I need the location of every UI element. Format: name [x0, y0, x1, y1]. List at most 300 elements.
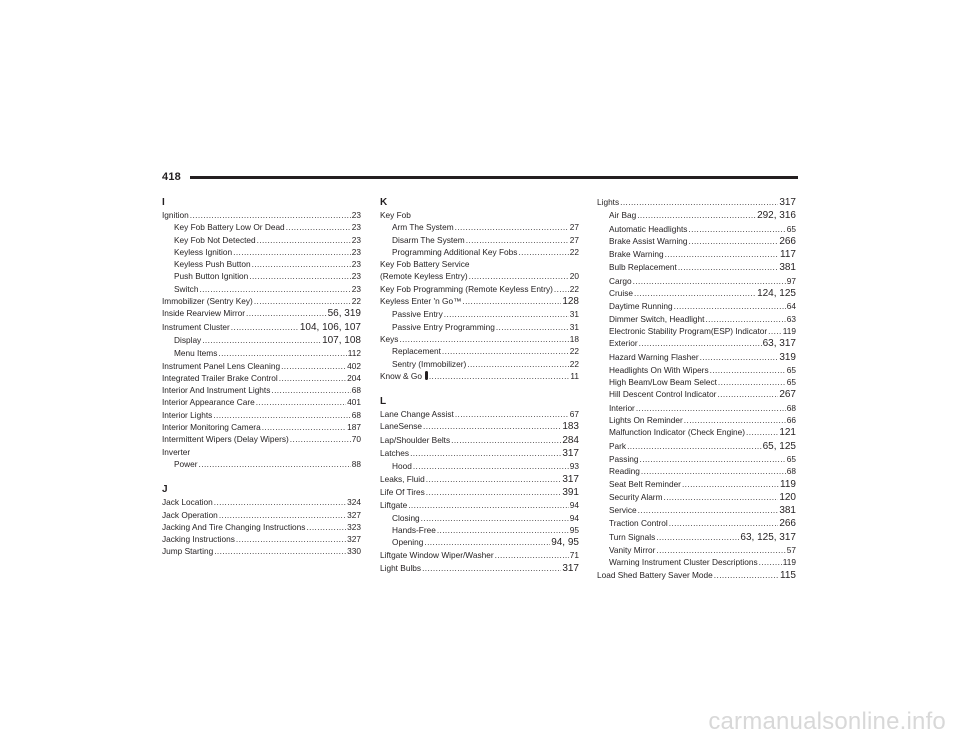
- index-subentry: [380, 524, 579, 536]
- entry-label: Park: [609, 440, 627, 451]
- index-subentry: [597, 531, 796, 544]
- index-subentry: [597, 544, 796, 556]
- dot-leader: [202, 334, 321, 346]
- entry-label: Key Fob: [380, 210, 411, 220]
- section-letter: I: [162, 197, 165, 208]
- index-entry: [162, 396, 361, 408]
- entry-label: Interior Monitoring Camera: [162, 422, 261, 433]
- index-entry: [380, 209, 579, 221]
- entry-label: Keys: [380, 333, 399, 344]
- entry-page-ref: 93: [569, 461, 579, 472]
- entry-label: Latches: [380, 448, 410, 459]
- entry-label: Security Alarm: [609, 491, 663, 502]
- dot-leader: [656, 544, 785, 556]
- entry-label: Traction Control: [609, 518, 668, 529]
- index-entry: [162, 533, 361, 545]
- entry-page-ref: 20: [569, 271, 579, 282]
- entry-page-ref: 391: [562, 486, 579, 498]
- index-subentry: [597, 414, 796, 426]
- dot-leader: [656, 531, 739, 543]
- dot-leader: [437, 524, 569, 536]
- entry-label: Jacking Instructions: [162, 534, 235, 545]
- dot-leader: [718, 376, 786, 388]
- entry-label: High Beam/Low Beam Select: [609, 377, 717, 388]
- dot-leader: [633, 275, 786, 287]
- entry-page-ref: 23: [351, 283, 361, 294]
- entry-page-ref: 317: [779, 197, 796, 208]
- dot-leader: [271, 384, 350, 396]
- entry-label: Electronic Stability Program(ESP) Indicator: [609, 325, 768, 336]
- entry-page-ref: 402: [347, 360, 361, 371]
- index-subentry: [380, 345, 579, 357]
- index-subentry: [597, 426, 796, 439]
- index-subentry: [597, 300, 796, 312]
- entry-label: Headlights On With Wipers: [609, 364, 709, 375]
- entry-page-ref: 119: [782, 325, 796, 336]
- index-entry: [380, 295, 579, 308]
- entry-label: Seat Belt Reminder: [609, 478, 681, 489]
- entry-page-ref: 88: [351, 458, 361, 469]
- entry-label: Lap/Shoulder Belts: [380, 434, 451, 445]
- dot-leader: [684, 414, 786, 426]
- entry-label: LaneSense: [380, 421, 422, 432]
- entry-label: Jack Operation: [162, 509, 218, 520]
- entry-page-ref: 95: [569, 524, 579, 535]
- dot-leader: [669, 517, 779, 529]
- entry-label: Interior: [609, 402, 635, 413]
- entry-page-ref: 65, 125: [762, 440, 796, 452]
- watermark: carmanualsonline.info: [708, 708, 946, 735]
- index-subentry: [162, 270, 361, 282]
- entry-page-ref: 284: [562, 434, 579, 446]
- index-entry: [162, 545, 361, 557]
- dot-leader: [689, 235, 779, 247]
- dot-leader: [682, 478, 779, 490]
- entry-page-ref: 317: [562, 562, 579, 574]
- index-entry: [162, 360, 361, 372]
- index-entry: [162, 446, 361, 458]
- entry-label: Hands-Free: [392, 524, 436, 535]
- dot-leader: [249, 270, 351, 282]
- entry-label: Brake Assist Warning: [609, 235, 688, 246]
- dot-leader: [423, 420, 561, 432]
- entry-page-ref: 63: [786, 313, 796, 324]
- entry-label: Passive Entry: [392, 309, 443, 320]
- index-subentry: [597, 517, 796, 530]
- index-column-3: [597, 196, 796, 582]
- index-subentry: [380, 321, 579, 333]
- dot-leader: [710, 364, 786, 376]
- dot-leader: [678, 261, 779, 273]
- entry-page-ref: 327: [347, 509, 361, 520]
- header-rule: [190, 176, 798, 179]
- dot-leader: [663, 491, 778, 503]
- dot-leader: [620, 196, 778, 208]
- dot-leader: [399, 333, 568, 345]
- entry-label: Lights On Reminder: [609, 415, 683, 426]
- entry-page-ref: 11: [570, 370, 579, 381]
- entry-label: Keyless Enter 'n Go™: [380, 296, 462, 307]
- dot-leader: [759, 556, 782, 568]
- entry-page-ref: 120: [779, 491, 796, 503]
- index-subentry: [597, 491, 796, 504]
- entry-label: Vanity Mirror: [609, 545, 656, 556]
- index-subentry: [162, 234, 361, 246]
- index-entry: [162, 521, 361, 533]
- dot-leader: [636, 402, 786, 414]
- entry-page-ref: 23: [351, 234, 361, 245]
- index-entry: [380, 473, 579, 486]
- index-subentry: [597, 364, 796, 376]
- entry-label: Daytime Running: [609, 301, 673, 312]
- index-subentry: [597, 465, 796, 477]
- entry-label: Liftgate: [380, 500, 408, 511]
- index-entry: [380, 408, 579, 420]
- entry-label: Keyless Ignition: [174, 246, 233, 257]
- entry-page-ref: 63, 125, 317: [740, 531, 796, 543]
- dot-leader: [451, 434, 561, 446]
- dot-leader: [286, 221, 351, 233]
- index-entry: [380, 562, 579, 575]
- entry-label: Replacement: [392, 346, 441, 357]
- entry-page-ref: 187: [347, 422, 361, 433]
- entry-label: Lane Change Assist: [380, 409, 454, 420]
- dot-leader: [257, 234, 351, 246]
- dot-leader: [455, 408, 569, 420]
- entry-label: Push Button Ignition: [174, 271, 249, 282]
- entry-label: Integrated Trailer Brake Control: [162, 372, 278, 383]
- entry-page-ref: 128: [562, 296, 579, 308]
- dot-leader: [674, 300, 786, 312]
- entry-label: Intermittent Wipers (Delay Wipers): [162, 434, 289, 445]
- index-entry: [380, 486, 579, 499]
- dot-leader: [705, 313, 785, 325]
- dot-leader: [554, 283, 569, 295]
- entry-label: Keyless Push Button: [174, 259, 251, 270]
- dot-leader: [408, 499, 569, 511]
- index-subentry: [380, 221, 579, 233]
- index-subentry: [380, 358, 579, 370]
- index-entry: [597, 569, 796, 582]
- entry-page-ref: 66: [786, 415, 796, 426]
- index-subentry: [597, 313, 796, 325]
- dot-leader: [290, 433, 351, 445]
- entry-label: Interior Lights: [162, 409, 213, 420]
- entry-page-ref: 65: [786, 364, 796, 375]
- dot-leader: [634, 287, 756, 299]
- index-subentry: [597, 376, 796, 388]
- index-subentry: [380, 308, 579, 320]
- dot-leader: [429, 370, 570, 382]
- entry-page-ref: 204: [347, 372, 361, 383]
- index-subentry: [162, 347, 361, 359]
- entry-label: Key Fob Battery Service: [380, 259, 470, 270]
- entry-label: Opening: [392, 537, 424, 548]
- entry-page-ref: 117: [780, 249, 796, 261]
- index-entry: [380, 370, 579, 382]
- index-entry: [597, 196, 796, 209]
- dot-leader: [638, 504, 779, 516]
- dot-leader: [214, 496, 346, 508]
- entry-label: Interior And Instrument Lights: [162, 385, 271, 396]
- dot-leader: [246, 307, 327, 319]
- entry-page-ref: 266: [779, 518, 796, 530]
- dot-leader: [518, 246, 568, 258]
- index-subentry: [597, 248, 796, 261]
- entry-page-ref: 330: [347, 546, 361, 557]
- index-entry: [162, 433, 361, 445]
- entry-page-ref: 31: [569, 309, 579, 320]
- entry-page-ref: 317: [562, 473, 579, 485]
- entry-label: Hill Descent Control Indicator: [609, 389, 717, 400]
- index-subentry: [597, 275, 796, 287]
- entry-label: Hood: [392, 461, 412, 472]
- entry-label: Liftgate Window Wiper/Washer: [380, 550, 494, 561]
- index-entry: [380, 283, 579, 295]
- dot-leader: [426, 486, 562, 498]
- dot-leader: [422, 562, 561, 574]
- entry-page-ref: 94: [569, 512, 579, 523]
- index-subentry: [380, 460, 579, 472]
- entry-label: Cruise: [609, 288, 633, 299]
- dot-leader: [262, 421, 346, 433]
- entry-label: Switch: [174, 283, 199, 294]
- dot-leader: [466, 234, 569, 246]
- dot-leader: [254, 295, 351, 307]
- dot-leader: [214, 545, 346, 557]
- index-subentry: [597, 556, 796, 568]
- entry-page-ref: 57: [786, 545, 796, 556]
- entry-page-ref: 68: [786, 466, 796, 477]
- index-entry: [380, 333, 579, 345]
- dot-leader: [236, 533, 346, 545]
- dot-leader: [199, 458, 351, 470]
- index-subentry: [162, 283, 361, 295]
- section-gap: [380, 382, 579, 395]
- entry-label: Key Fob Programming (Remote Keyless Entry): [380, 283, 553, 294]
- index-column-1: [162, 196, 361, 558]
- index-subentry: [597, 223, 796, 235]
- entry-page-ref: 56, 319: [327, 308, 361, 320]
- index-subentry: [597, 287, 796, 300]
- dot-leader: [281, 360, 346, 372]
- entry-label: Brake Warning: [609, 249, 664, 260]
- index-column-2: [380, 196, 579, 575]
- dot-leader: [639, 337, 762, 349]
- entry-label: Service: [609, 505, 637, 516]
- entry-page-ref: 381: [779, 262, 796, 274]
- index-subentry: [162, 258, 361, 270]
- entry-page-ref: 31: [569, 321, 579, 332]
- entry-label: Bulb Replacement: [609, 262, 677, 273]
- index-entry: [380, 499, 579, 511]
- entry-label: Cargo: [609, 275, 632, 286]
- entry-label: Sentry (Immobilizer): [392, 358, 467, 369]
- index-subentry: [597, 261, 796, 274]
- section-gap: [162, 470, 361, 483]
- section-letter: J: [162, 484, 168, 496]
- entry-label: Reading: [609, 466, 640, 477]
- section-letter: K: [380, 197, 388, 208]
- dot-leader: [641, 465, 786, 477]
- entry-label: Malfunction Indicator (Check Engine): [609, 427, 746, 438]
- index-subentry: [597, 351, 796, 364]
- entry-label: Light Bulbs: [380, 562, 422, 573]
- dot-leader: [421, 512, 569, 524]
- index-subentry: [380, 536, 579, 549]
- index-entry: [380, 447, 579, 460]
- entry-page-ref: 71: [569, 550, 579, 561]
- entry-page-ref: 324: [347, 497, 361, 508]
- entry-page-ref: 23: [351, 210, 361, 220]
- index-subentry: [597, 337, 796, 350]
- entry-page-ref: 64: [786, 301, 796, 312]
- index-subentry: [597, 209, 796, 222]
- section-letter: L: [380, 396, 387, 408]
- dot-leader: [218, 347, 346, 359]
- dot-leader: [410, 447, 561, 459]
- dot-leader: [455, 221, 569, 233]
- dot-leader: [413, 460, 569, 472]
- entry-page-ref: 381: [779, 505, 796, 517]
- entry-label: Key Fob Not Detected: [174, 234, 256, 245]
- entry-label: Immobilizer (Sentry Key): [162, 296, 253, 307]
- index-entry: [380, 270, 579, 282]
- index-subentry: [380, 234, 579, 246]
- dot-leader: [279, 372, 346, 384]
- entry-label: Display: [174, 334, 202, 345]
- entry-label: Load Shed Battery Saver Mode: [597, 569, 713, 580]
- entry-page-ref: 107, 108: [322, 334, 361, 346]
- index-subentry: [162, 246, 361, 258]
- index-entry: [162, 509, 361, 521]
- entry-page-ref: 18: [569, 333, 579, 344]
- entry-page-ref: 22: [351, 296, 361, 307]
- entry-label: Turn Signals: [609, 531, 656, 542]
- index-entry: [380, 549, 579, 561]
- dot-leader: [213, 409, 350, 421]
- entry-page-ref: 267: [779, 389, 796, 401]
- index-entry: [162, 372, 361, 384]
- dot-leader: [496, 321, 569, 333]
- entry-page-ref: 27: [569, 234, 579, 245]
- dot-leader: [231, 321, 299, 333]
- entry-label: Closing: [392, 512, 420, 523]
- index-subentry: [597, 440, 796, 453]
- entry-page-ref: 112: [347, 348, 361, 359]
- index-entry: [380, 258, 579, 270]
- entry-label: Warning Instrument Cluster Descriptions: [609, 557, 758, 568]
- entry-label: Leaks, Fluid: [380, 473, 425, 484]
- index-subentry: [597, 325, 796, 337]
- entry-page-ref: 65: [786, 377, 796, 388]
- entry-label: Instrument Panel Lens Cleaning: [162, 360, 281, 371]
- entry-page-ref: 292, 316: [757, 210, 796, 222]
- index-subentry: [597, 453, 796, 465]
- entry-label: Automatic Headlights: [609, 223, 688, 234]
- index-subentry: [597, 478, 796, 491]
- entry-page-ref: 23: [351, 222, 361, 233]
- entry-label: Know & Go: [380, 370, 422, 381]
- entry-label: Instrument Cluster: [162, 321, 230, 332]
- entry-page-ref: 23: [351, 246, 361, 257]
- dot-leader: [714, 569, 779, 581]
- entry-label: Passing: [609, 453, 639, 464]
- entry-label: Interior Appearance Care: [162, 397, 255, 408]
- entry-page-ref: 119: [782, 557, 796, 568]
- index-entry: [162, 307, 361, 320]
- entry-label: Power: [174, 458, 198, 469]
- entry-label: Programming Additional Key Fobs: [392, 246, 518, 257]
- dot-leader: [467, 358, 569, 370]
- entry-label: Dimmer Switch, Headlight: [609, 313, 705, 324]
- dot-leader: [627, 440, 762, 452]
- index-subentry: [597, 504, 796, 517]
- entry-page-ref: 68: [786, 402, 796, 413]
- entry-page-ref: 94, 95: [551, 537, 579, 549]
- dot-leader: [746, 426, 778, 438]
- dot-leader: [199, 283, 350, 295]
- dot-leader: [444, 308, 569, 320]
- entry-page-ref: 183: [562, 421, 579, 433]
- dot-leader: [665, 248, 779, 260]
- entry-page-ref: 327: [347, 534, 361, 545]
- index-entry: [162, 321, 361, 334]
- entry-label: (Remote Keyless Entry): [380, 271, 468, 282]
- dot-leader: [233, 246, 351, 258]
- dot-leader: [768, 325, 782, 337]
- entry-page-ref: 65: [786, 223, 796, 234]
- dot-leader: [637, 209, 756, 221]
- dot-leader: [190, 209, 351, 221]
- entry-page-ref: 22: [569, 358, 579, 369]
- dot-leader: [256, 396, 346, 408]
- dot-leader: [462, 295, 561, 307]
- entry-label: Jump Starting: [162, 546, 214, 557]
- entry-page-ref: 266: [779, 235, 796, 247]
- entry-page-ref: 23: [351, 271, 361, 282]
- index-subentry: [597, 388, 796, 401]
- entry-page-ref: 119: [780, 478, 796, 490]
- entry-page-ref: 68: [351, 409, 361, 420]
- entry-page-ref: 97: [786, 275, 796, 286]
- index-entry: [380, 434, 579, 447]
- dot-leader: [426, 473, 562, 485]
- entry-page-ref: 22: [569, 283, 579, 294]
- entry-label: Life Of Tires: [380, 486, 425, 497]
- page-number: 418: [162, 171, 181, 183]
- entry-label: Ignition: [162, 210, 189, 220]
- dot-leader: [640, 453, 786, 465]
- entry-label: Jack Location: [162, 497, 213, 508]
- entry-label: Lights: [597, 197, 620, 207]
- entry-label: Hazard Warning Flasher: [609, 351, 699, 362]
- entry-page-ref: 63, 317: [762, 338, 796, 350]
- dot-leader: [700, 351, 779, 363]
- dot-leader: [252, 258, 351, 270]
- entry-label: Passive Entry Programming: [392, 321, 495, 332]
- index-subentry: [597, 402, 796, 414]
- index-entry: [162, 209, 361, 221]
- index-entry: [380, 420, 579, 433]
- entry-page-ref: 94: [569, 500, 579, 511]
- index-entry: [162, 421, 361, 433]
- dot-leader: [219, 509, 346, 521]
- entry-label: Menu Items: [174, 348, 218, 359]
- index-subentry: [162, 458, 361, 470]
- entry-page-ref: 23: [351, 259, 361, 270]
- dot-leader: [442, 345, 569, 357]
